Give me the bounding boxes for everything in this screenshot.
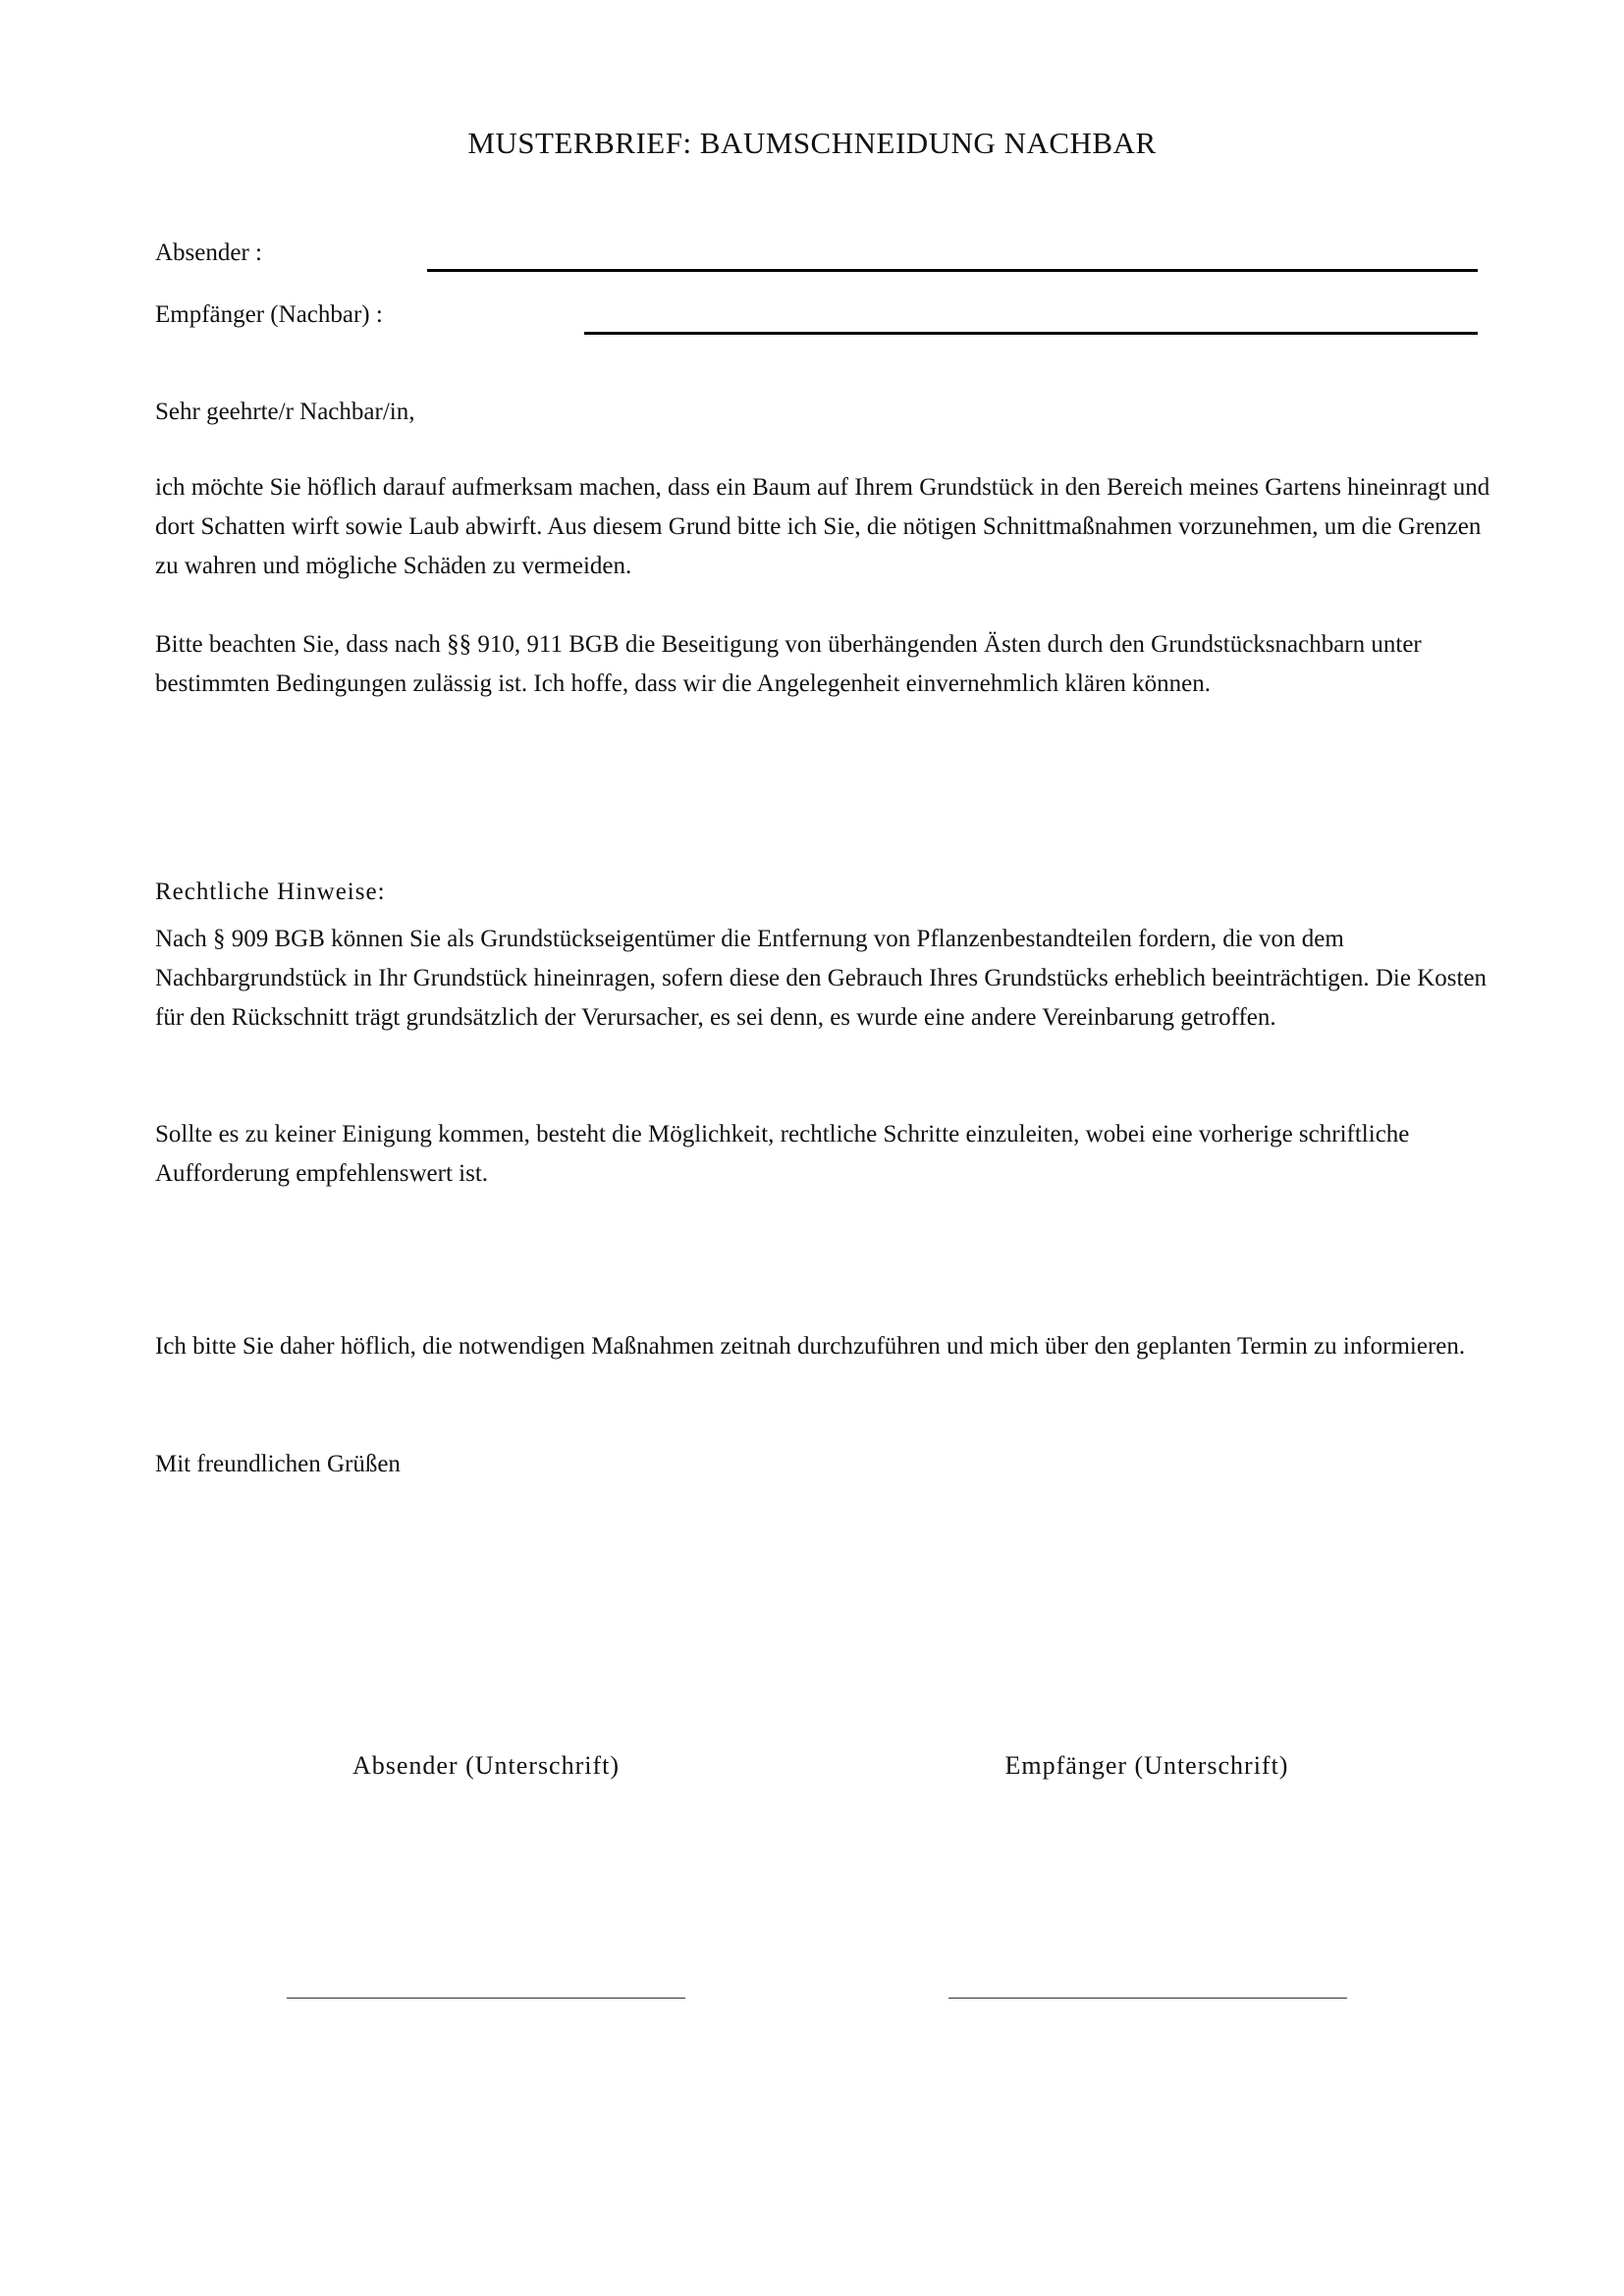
recipient-field-line[interactable] [584,332,1478,335]
sender-signature-line[interactable] [287,1998,685,1999]
closing-request-text: Ich bitte Sie daher höflich, die notwendigen Maßnahmen zeitnah durchzuführen und mich über den geplanten Termin zu informieren. [155,1333,1466,1360]
recipient-field-label: Empfänger (Nachbar) : [155,301,383,328]
body-paragraph-text: Bitte beachten Sie, dass nach §§ 910, 911 BGB die Beseitigung von überhängenden Ästen durch den Grundstücksnachbarn unter bestimmten Bedingungen zulässig ist. Ich hoffe, dass wir die Angelegenheit einvernehmlich klären können. [155,631,1422,697]
body-paragraph-2 [155,625,1490,704]
sender-field-line[interactable] [427,269,1478,272]
legal-heading: Rechtliche Hinweise: [155,879,386,905]
recipient-signature-label: Empfänger (Unterschrift) [1004,1751,1289,1780]
salutation [155,393,1490,432]
sender-field-label: Absender : [155,240,262,266]
legal-paragraph-1 [155,920,1490,1038]
salutation-text: Sehr geehrte/r Nachbar/in, [155,399,415,425]
sender-signature-label: Absender (Unterschrift) [352,1751,621,1780]
legal-paragraph-text: Sollte es zu keiner Einigung kommen, besteht die Möglichkeit, rechtliche Schritte einzuleiten, wobei eine vorherige schriftliche Aufforderung empfehlenswert ist. [155,1121,1410,1187]
legal-paragraph-2 [155,1115,1490,1194]
closing-request [155,1327,1490,1366]
closing-text: Mit freundlichen Grüßen [155,1451,401,1477]
body-paragraph-1 [155,468,1490,586]
closing [155,1445,1490,1484]
body-paragraph-text: ich möchte Sie höflich darauf aufmerksam machen, dass ein Baum auf Ihrem Grundstück in den Bereich meines Gartens hineinragt und dort Schatten wirft sowie Laub abwirft. Aus diesem Grund bitte ich Sie, die nötigen Schnittmaßnahmen vorzunehmen, um die Grenzen zu wahren und mögliche Schäden zu vermeiden. [155,474,1490,579]
legal-paragraph-text: Nach § 909 BGB können Sie als Grundstückseigentümer die Entfernung von Pflanzenbestandteilen fordern, die von dem Nachbargrundstück in Ihr Grundstück hineinragen, sofern diese den Gebrauch Ihres Grundstücks erheblich beeinträchtigen. Die Kosten für den Rückschnitt trägt grundsätzlich der Verursacher, es sei denn, es wurde eine andere Vereinbarung getroffen. [155,926,1488,1031]
recipient-signature-line[interactable] [948,1998,1347,1999]
document-title: MUSTERBRIEF: BAUMSCHNEIDUNG NACHBAR [467,126,1157,160]
